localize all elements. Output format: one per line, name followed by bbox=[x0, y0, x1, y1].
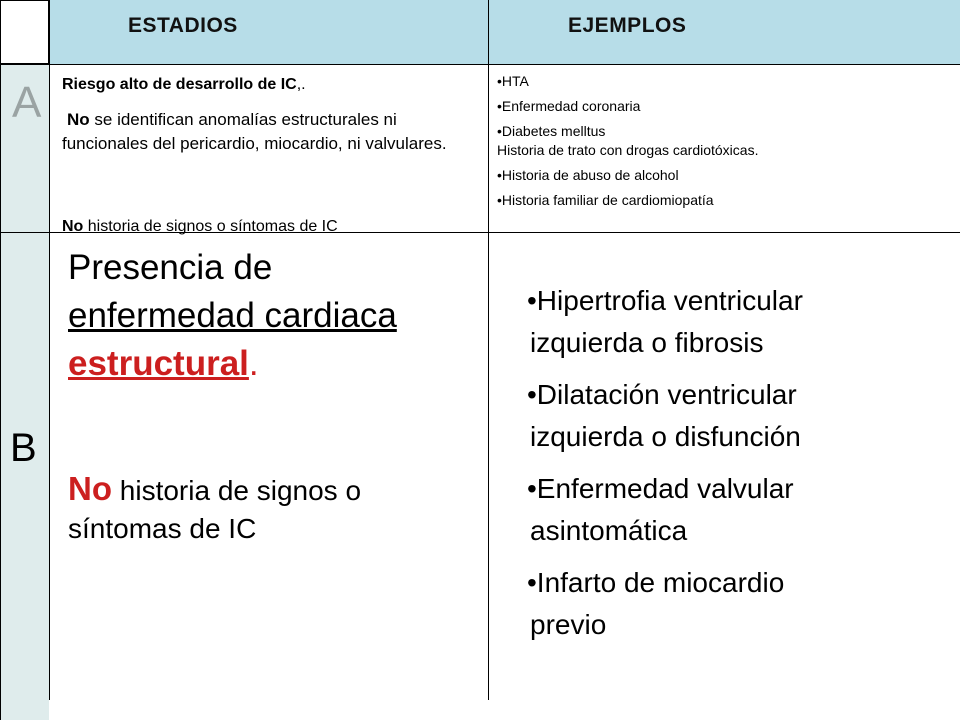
row-a-letter: A bbox=[12, 78, 42, 127]
row-a-description bbox=[62, 108, 482, 156]
header-ejemplos: EJEMPLOS bbox=[568, 14, 687, 37]
example-item: Historia de trato con drogas cardiotóxicas. bbox=[497, 142, 759, 158]
row-b-line-1: Presencia de bbox=[68, 248, 273, 287]
border-left bbox=[0, 0, 1, 720]
row-a-no-history-text: historia de signos o síntomas de IC bbox=[83, 218, 338, 235]
example-item-continued: asintomática bbox=[530, 515, 688, 546]
no-emphasis: No bbox=[62, 218, 84, 235]
example-item: •Infarto de miocardio bbox=[527, 567, 785, 598]
row-b-stage-text bbox=[68, 244, 483, 388]
example-item-continued: previo bbox=[530, 609, 607, 640]
row-a-examples bbox=[497, 72, 947, 210]
example-item: •Historia de abuso de alcohol bbox=[497, 167, 679, 183]
stage-title-suffix: ,. bbox=[296, 76, 306, 93]
row-b-letter: B bbox=[10, 426, 37, 470]
row-b-no-history-text-2: síntomas de IC bbox=[68, 513, 257, 544]
row-b-no-history-text-1: historia de signos o bbox=[112, 475, 362, 506]
row-b-highlight: estructural bbox=[68, 344, 249, 383]
example-item: •Diabetes melltus bbox=[497, 123, 606, 139]
example-item: •Enfermedad valvular bbox=[527, 473, 794, 504]
row-b-line-2: enfermedad cardiaca bbox=[68, 296, 397, 335]
row-a-no-history bbox=[62, 216, 482, 238]
example-item: •Dilatación ventricular bbox=[527, 379, 797, 410]
divider-header bbox=[0, 64, 960, 65]
example-item: •Historia familiar de cardiomiopatía bbox=[497, 192, 714, 208]
row-a-stage-title bbox=[62, 74, 482, 96]
stage-title-text: Riesgo alto de desarrollo de IC bbox=[62, 76, 297, 93]
row-b-examples bbox=[527, 280, 952, 646]
example-item: •Hipertrofia ventricular bbox=[527, 285, 803, 316]
example-item-continued: izquierda o fibrosis bbox=[530, 327, 764, 358]
example-item: •Enfermedad coronaria bbox=[497, 98, 641, 114]
row-b-no-history bbox=[68, 470, 483, 548]
no-emphasis: No bbox=[67, 110, 90, 129]
example-item: •HTA bbox=[497, 73, 529, 89]
example-item-continued: izquierda o disfunción bbox=[530, 421, 801, 452]
corner-cell bbox=[0, 0, 49, 64]
header-estadios: ESTADIOS bbox=[128, 14, 238, 37]
row-a-description-text: se identifican anomalías estructurales ni funcionales del pericardio, miocardio, ni valvulares. bbox=[62, 110, 447, 153]
divider-left bbox=[49, 0, 50, 700]
row-b-highlight-suffix: . bbox=[248, 344, 259, 383]
no-emphasis: No bbox=[68, 470, 112, 507]
divider-middle bbox=[488, 0, 489, 700]
